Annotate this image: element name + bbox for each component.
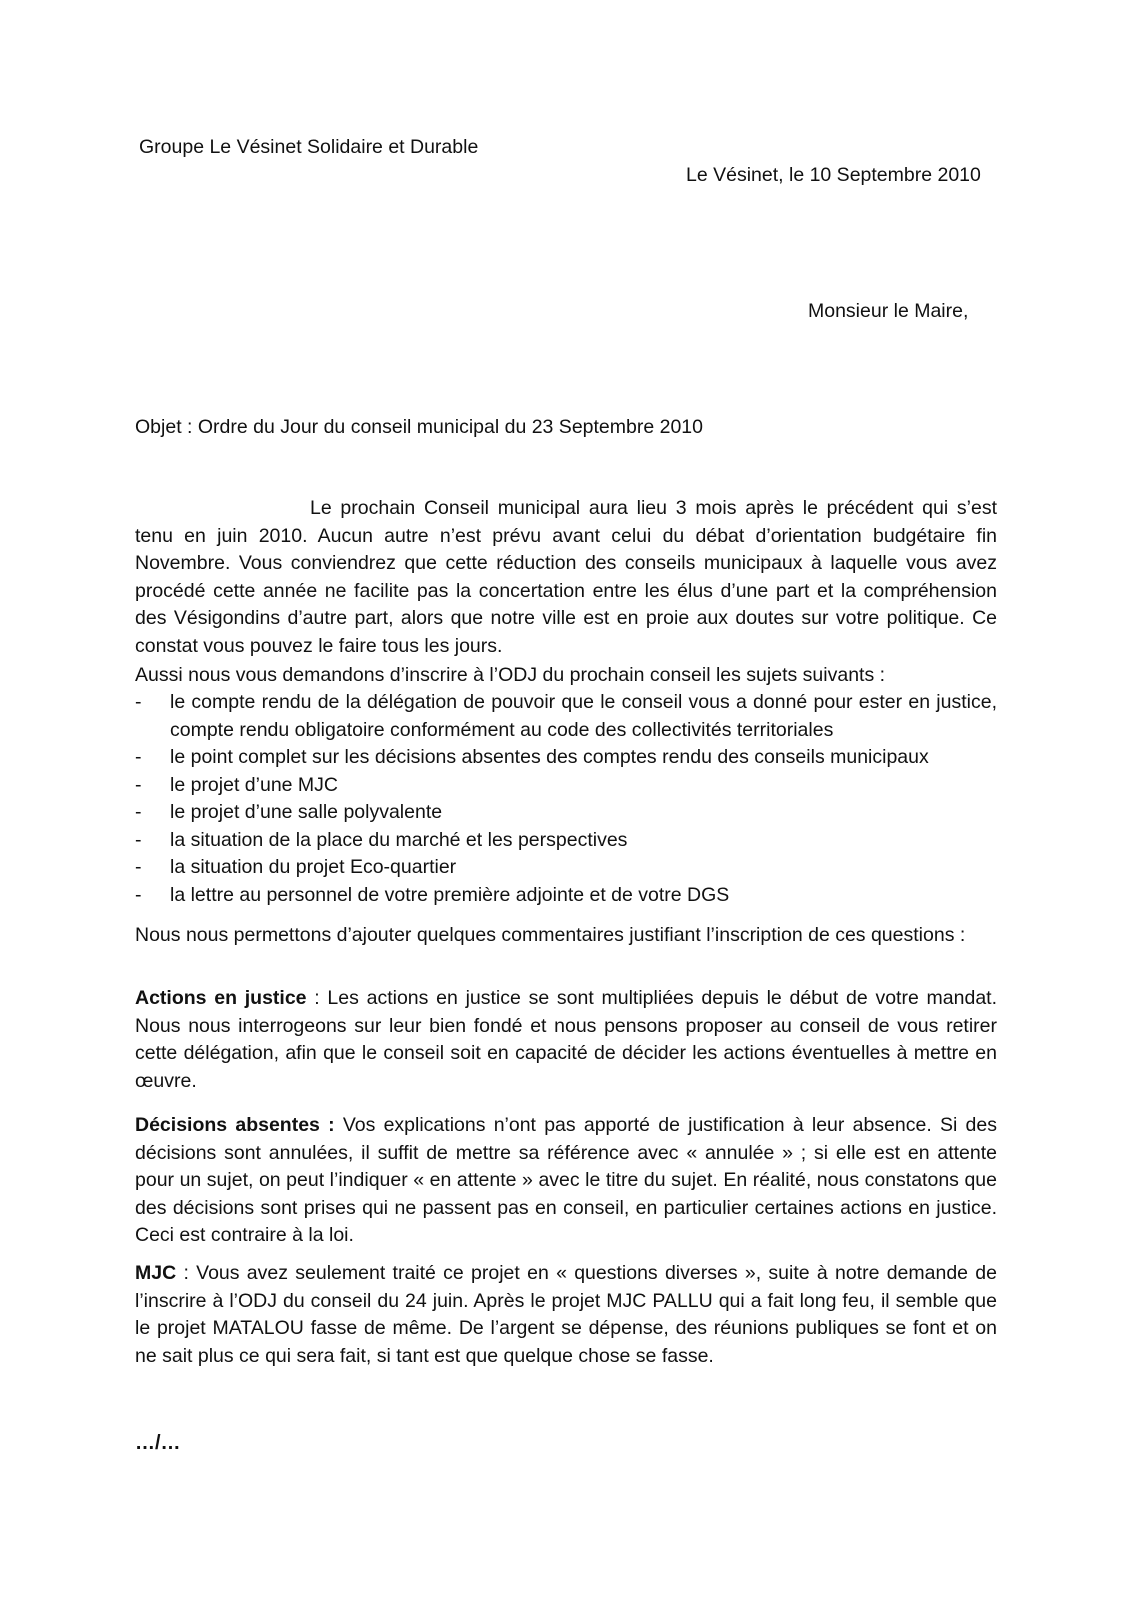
list-item (135, 689, 997, 744)
list-item (135, 772, 997, 800)
mjc-heading: MJC (135, 1262, 177, 1284)
list-item (135, 854, 997, 882)
decisions-heading: Décisions absentes : (135, 1114, 335, 1136)
list-dash: - (135, 801, 142, 823)
list-dash: - (135, 856, 142, 878)
list-dash: - (135, 773, 142, 796)
list-item-text: le projet d’une salle polyvalente (170, 801, 443, 823)
decisions-paragraph (135, 1112, 997, 1250)
list-item-text: le compte rendu de la délégation de pouvoir que le conseil vous a donné pour ester en justice, compte rendu obligatoire conformément au code des collectivités territoriales (170, 691, 997, 741)
subject-line: Objet : Ordre du Jour du conseil municipal du 23 Septembre 2010 (135, 416, 703, 438)
list-dash: - (135, 883, 142, 906)
actions-paragraph (135, 985, 997, 1095)
request-line: Aussi nous vous demandons d’inscrire à l’ODJ du prochain conseil les sujets suivants : (135, 664, 886, 686)
intro-paragraph (135, 495, 997, 660)
list-dash: - (135, 828, 142, 851)
list-dash: - (135, 746, 142, 768)
continued-marker: …/… (135, 1432, 181, 1454)
list-item (135, 827, 997, 855)
intro-text: Le prochain Conseil municipal aura lieu 3 mois après le précédent qui s’est tenu en juin 2010. Aucun autre n’est prévu avant celui du débat d’orientation budgétaire fin Novembre. Vous conviendrez que cette réduction des conseils municipaux à laquelle vous avez procédé cette année ne facilite pas la concertation entre les élus d’une part et la compréhension des Vésigondins d’autre part, alors que notre ville est en proie aux doutes sur votre politique. Ce constat vous pouvez le faire tous les jours. (135, 497, 997, 657)
actions-text: : Les actions en justice se sont multipliées depuis le début de votre mandat. Nous nous interrogeons sur leur bien fondé et nous pensons proposer au conseil de vous retirer cette délégation, afin que le conseil soit en capacité de décider les actions éventuelles à mettre en œuvre. (135, 987, 998, 1092)
sender-group: Groupe Le Vésinet Solidaire et Durable (139, 136, 479, 158)
decisions-text: Vos explications n’ont pas apporté de justification à leur absence. Si des décisions sont annulées, il suffit de mettre sa référence avec « annulée » ; si elle est en attente pour un sujet, on peut l’indiquer « en attente » avec le titre du sujet. En réalité, nous constatons que des décisions sont prises qui ne passent pas en conseil, en particulier certaines actions en justice. Ceci est contraire à la loi. (135, 1114, 997, 1246)
mjc-paragraph (135, 1260, 997, 1370)
salutation: Monsieur le Maire, (808, 300, 969, 322)
place-date: Le Vésinet, le 10 Septembre 2010 (686, 164, 981, 186)
list-item (135, 882, 997, 910)
list-dash: - (135, 691, 142, 713)
list-item-text: la lettre au personnel de votre première adjointe et de votre DGS (170, 883, 730, 906)
list-item-text: le projet d’une MJC (170, 773, 338, 796)
list-item-text: le point complet sur les décisions absentes des comptes rendu des conseils municipaux (170, 746, 929, 768)
list-item-text: la situation de la place du marché et les perspectives (170, 828, 628, 851)
actions-heading: Actions en justice (135, 987, 307, 1009)
list-item-text: la situation du projet Eco-quartier (170, 856, 457, 878)
comments-intro: Nous nous permettons d’ajouter quelques commentaires justifiant l’inscription de ces questions : (135, 924, 966, 946)
agenda-list (135, 689, 997, 909)
list-item (135, 799, 997, 827)
mjc-text: : Vous avez seulement traité ce projet en « questions diverses », suite à notre demande de l’inscrire à l’ODJ du conseil du 24 juin. Après le projet MJC PALLU qui a fait long feu, il semble que le projet MATALOU fasse de même. De l’argent se dépense, des réunions publiques se font et on ne sait plus ce qui sera fait, si tant est que quelque chose se fasse. (135, 1262, 997, 1367)
list-item (135, 744, 997, 772)
